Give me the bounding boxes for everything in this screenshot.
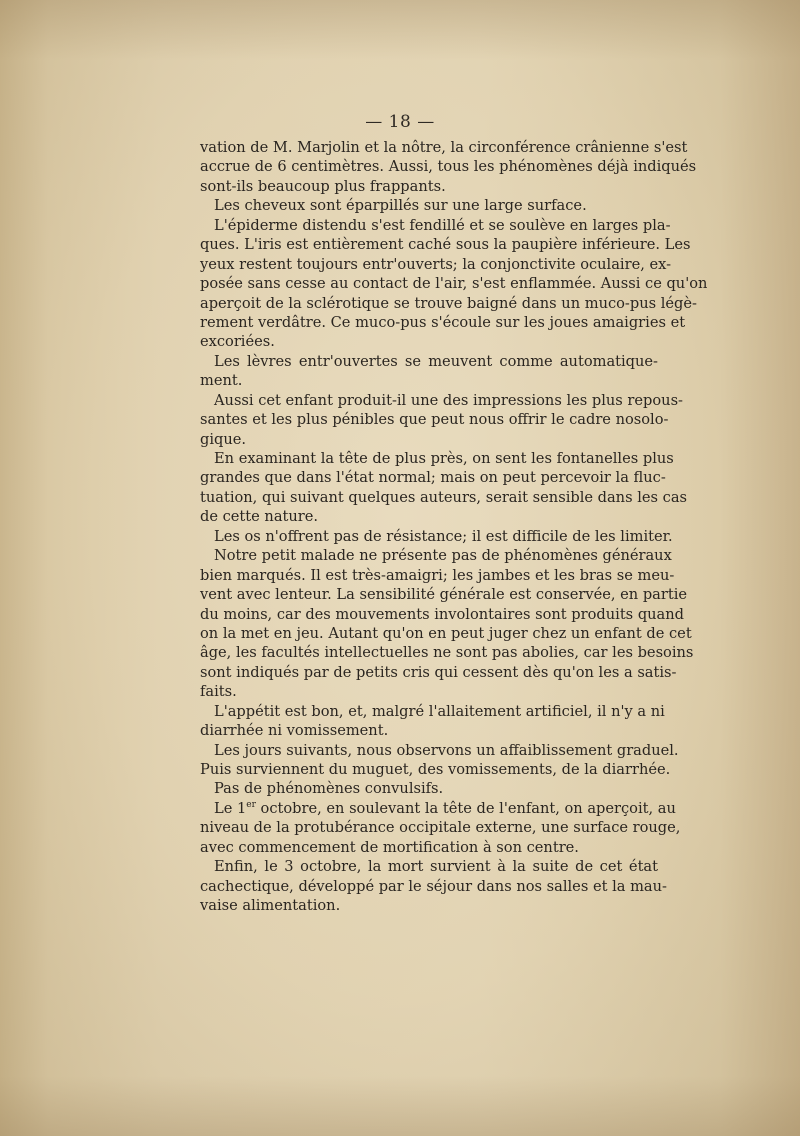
text-line: Les os n'offrent pas de résistance; il est difficile de les limiter.: [214, 527, 673, 545]
text-line: bien marqués. Il est très-amaigri; les jambes et les bras se meu-: [200, 566, 675, 584]
text-line: vation de M. Marjolin et la nôtre, la circonférence crânienne s'est: [200, 139, 688, 156]
text-line: vent avec lenteur. La sensibilité générale est conservée, en partie: [200, 586, 688, 604]
text-line: yeux restent toujours entr'ouverts; la conjonctivite oculaire, ex-: [200, 255, 672, 273]
text-line: Les cheveux sont éparpillés sur une large surface.: [214, 197, 587, 215]
text-line: L'appétit est bon, et, malgré l'allaitement artificiel, il n'y a ni: [214, 702, 665, 720]
text-line: gique.: [200, 430, 247, 448]
text-line: ques. L'iris est entièrement caché sous la paupière inférieure. Les: [200, 236, 691, 254]
text-line: grandes que dans l'état normal; mais on peut percevoir la fluc-: [200, 469, 666, 487]
text-line: Puis surviennent du muguet, des vomissements, de la diarrhée.: [200, 761, 671, 778]
text-line: cachectique, développé par le séjour dans nos salles et la mau-: [200, 877, 667, 895]
text-line: rement verdâtre. Ce muco-pus s'écoule sur les joues amaigries et: [200, 313, 686, 331]
text-line: Notre petit malade ne présente pas de phénomènes généraux: [214, 547, 672, 565]
text-line: de cette nature.: [200, 508, 319, 526]
text-line: diarrhée ni vomissement.: [200, 722, 389, 740]
text-line: du moins, car des mouvements involontaires sont produits quand: [200, 605, 684, 623]
page-edge-shading-top: [0, 0, 800, 60]
text-line: Le 1er octobre, en soulevant la tête de l'enfant, on aperçoit, au: [214, 799, 676, 817]
text-line: En examinant la tête de plus près, on sent les fontanelles plus: [214, 450, 674, 467]
text-line: Les jours suivants, nous observons un affaiblissement graduel.: [214, 741, 679, 759]
text-line: avec commencement de mortification à son centre.: [200, 838, 579, 856]
text-line: Aussi cet enfant produit-il une des impressions les plus repous-: [214, 391, 683, 409]
text-line: Enfin, le 3 octobre, la mort survient à la suite de cet état: [214, 858, 658, 876]
text-line: on la met en jeu. Autant qu'on en peut juger chez un enfant de cet: [200, 624, 692, 642]
text-line: L'épiderme distendu s'est fendillé et se soulève en larges pla-: [214, 216, 671, 234]
text-line: sont indiqués par de petits cris qui cessent dès qu'on les a satis-: [200, 663, 677, 681]
body-text: [200, 138, 708, 916]
text-line: niveau de la protubérance occipitale externe, une surface rouge,: [200, 819, 681, 837]
text-line: Pas de phénomènes convulsifs.: [214, 780, 444, 798]
text-line: excoriées.: [200, 333, 275, 351]
text-line: âge, les facultés intellectuelles ne sont pas abolies, car les besoins: [200, 644, 694, 662]
text-line: faits.: [200, 683, 237, 701]
text-line: Les lèvres entr'ouvertes se meuvent comme automatique-: [214, 352, 658, 370]
text-line: santes et les plus pénibles que peut nous offrir le cadre nosolo-: [200, 411, 669, 429]
text-line: accrue de 6 centimètres. Aussi, tous les phénomènes déjà indiqués: [200, 158, 697, 176]
text-line: aperçoit de la sclérotique se trouve baigné dans un muco-pus légè-: [200, 294, 697, 312]
text-line: posée sans cesse au contact de l'air, s'est enflammée. Aussi ce qu'on: [200, 275, 708, 293]
page-number: — 18 —: [365, 112, 435, 132]
page-edge-shading-bottom: [0, 1076, 800, 1136]
ordinal-superscript: er: [246, 800, 256, 811]
text-line: sont-ils beaucoup plus frappants.: [200, 177, 446, 195]
text-line: ment.: [200, 372, 243, 390]
text-line: vaise alimentation.: [200, 897, 341, 915]
text-line: tuation, qui suivant quelques auteurs, serait sensible dans les cas: [200, 488, 688, 506]
